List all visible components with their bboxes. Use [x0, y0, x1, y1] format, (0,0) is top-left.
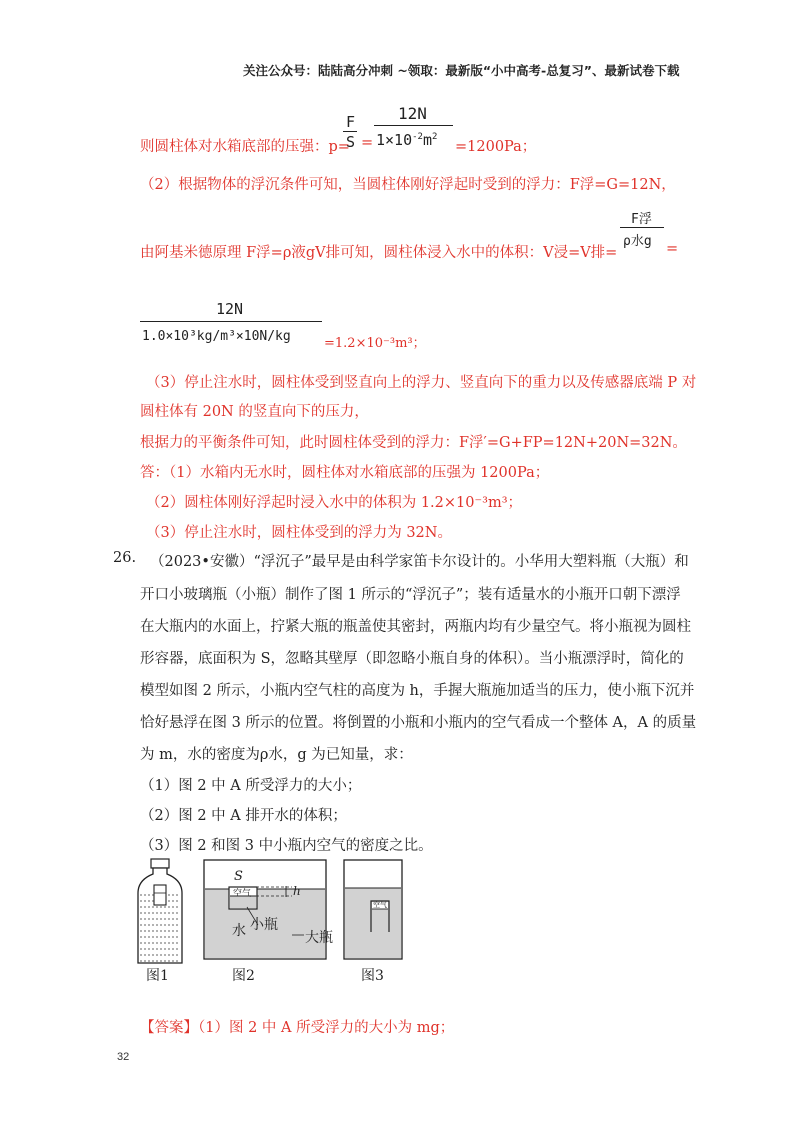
answer-line — [140, 1016, 454, 1037]
equals-sign: = — [361, 135, 374, 151]
figure-2-big-bottle-label: 大瓶 — [305, 930, 333, 946]
problem-line-1: （2023•安徽）“浮沉子”最早是由科学家笛卡尔设计的。小华用大塑料瓶（大瓶）和 — [150, 554, 689, 570]
problem-line-5: 模型如图 2 所示，小瓶内空气柱的高度为 h，手握大瓶施加适当的压力，使小瓶下沉并 — [140, 683, 695, 699]
solution-line-7: 根据力的平衡条件可知，此时圆柱体受到的浮力：F浮′=G+FP=12N+20N=32N。 — [140, 435, 687, 451]
question-1: （1）图 2 中 A 所受浮力的大小； — [140, 778, 362, 794]
answer-summary-3: （3）停止注水时，圆柱体受到的浮力为 32N。 — [146, 525, 452, 541]
frac1-numerator: F — [346, 113, 356, 131]
problem-number: 26. — [113, 550, 137, 566]
problem-line-4: 形容器，底面积为 S，忽略其壁厚（即忽略小瓶自身的体积）。当小瓶漂浮时，简化的 — [140, 651, 684, 667]
problem-line-7: 为 m，水的密度为ρ水，g 为已知量，求： — [140, 747, 413, 763]
frac2-denominator: $1\times 10^{-2}m^2$ — [376, 131, 438, 149]
frac3-numerator: F浮 — [631, 212, 652, 227]
figure-2-height-label: h — [293, 884, 301, 898]
figure-1-bottle — [132, 855, 188, 967]
frac2-line — [374, 125, 453, 126]
frac3-denominator: ρ水g — [623, 234, 652, 249]
figure-2-air-label: 空气 — [233, 889, 252, 899]
pressure-result: =1200Pa； — [455, 139, 537, 155]
figure-3-label: 图3 — [361, 968, 384, 984]
figure-1-label: 图1 — [146, 968, 169, 984]
problem-line-6: 恰好悬浮在图 3 所示的位置。将倒置的小瓶和小瓶内的空气看成一个整体 A，A 的质量 — [140, 715, 697, 731]
frac1-denominator: S — [346, 133, 356, 151]
solution-line-6: 圆柱体有 20N 的竖直向下的压力， — [140, 404, 369, 420]
answer-summary-2: （2）圆柱体刚好浮起时浸入水中的体积为 1.2×10⁻³m³； — [146, 495, 523, 511]
figure-3-air-label: 空气 — [373, 901, 387, 909]
frac4-denominator: 1.0×10³kg/m³×10N/kg — [142, 329, 291, 344]
page-number: 32 — [117, 1051, 130, 1063]
question-3: （3）图 2 和图 3 中小瓶内空气的密度之比。 — [140, 838, 433, 854]
figure-2-label: 图2 — [232, 968, 255, 984]
frac4-numerator: 12N — [216, 300, 244, 318]
answer-summary-1: 答：（1）水箱内无水时，圆柱体对水箱底部的压强为 1200Pa； — [140, 465, 550, 481]
figure-2-area-label: S — [234, 869, 243, 884]
archimedes-equals: = — [666, 241, 679, 257]
volume-result: =1.2×10⁻³m³； — [324, 336, 426, 351]
figure-2-water-label: 水 — [232, 923, 246, 939]
page-header: 关注公众号：陆陆高分冲刺 ~领取：最新版“小中高考-总复习”、最新试卷下载 — [243, 63, 680, 78]
answer-tag: 【答案】 — [140, 1020, 198, 1036]
frac4-line — [140, 321, 322, 322]
solution-pressure-lead: 则圆柱体对水箱底部的压强：p= — [140, 139, 350, 155]
question-2: （2）图 2 中 A 排开水的体积； — [140, 808, 347, 824]
problem-line-2: 开口小玻璃瓶（小瓶）制作了图 1 所示的“浮沉子”；装有适量水的小瓶开口朝下漂浮 — [140, 587, 681, 603]
answer-text: （1）图 2 中 A 所受浮力的大小为 mg； — [198, 1020, 455, 1036]
problem-line-3: 在大瓶内的水面上，拧紧大瓶的瓶盖使其密封，两瓶内均有少量空气。将小瓶视为圆柱 — [140, 619, 691, 635]
frac2-numerator: 12N — [398, 104, 427, 123]
solution-line-5: （3）停止注水时，圆柱体受到竖直向上的浮力、竖直向下的重力以及传感器底端 P 对 — [146, 375, 697, 391]
archimedes-lead: 由阿基米德原理 F浮=ρ液gV排可知，圆柱体浸入水中的体积：V浸=V排= — [140, 245, 618, 261]
frac3-line — [620, 227, 664, 228]
figure-2-small-bottle-label: 小瓶 — [250, 917, 278, 933]
solution-buoyancy-line: （2）根据物体的浮沉条件可知，当圆柱体刚好浮起时受到的浮力：F浮=G=12N， — [140, 177, 676, 193]
